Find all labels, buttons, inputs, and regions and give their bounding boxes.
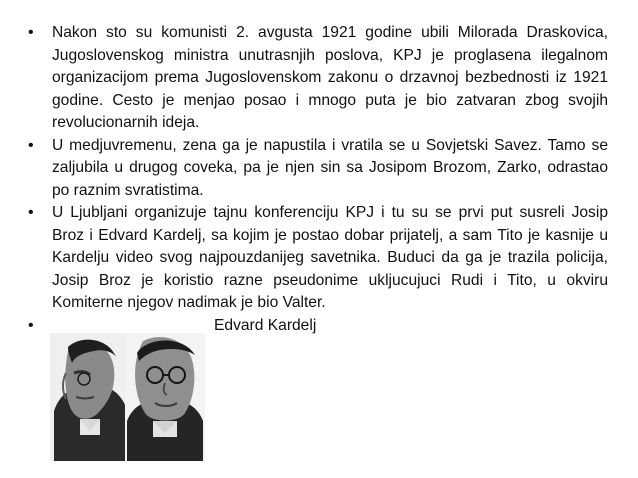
portrait-profile-image	[50, 333, 130, 461]
photo-caption: Edvard Kardelj	[214, 317, 317, 334]
portrait-photo-profile	[50, 333, 130, 461]
bullet-list	[28, 22, 608, 315]
bullet-item: • Nakon sto su komunisti 2. avgusta 1921 godine ubili Milorada Draskovica, Jugoslovenskog ministra unutrasnjih poslova, KPJ je proglasena ilegalnom organizacijom prema Jugoslovenskom zakonu o drzavnoj bezbednosti iz 1921 godine. Cesto je menjao posao i mnogo puta je bio zatvaran zbog svojih revolucionarnih ideja.	[28, 22, 608, 135]
bullet-item: • U medjuvremenu, zena ga je napustila i vratila se u Sovjetski Savez. Tamo se zaljubila u drugog coveka, pa je njen sin sa Josipom Brozom, Zarko, odrastao po raznim svratistima.	[28, 135, 608, 203]
portrait-front-image	[125, 333, 205, 461]
portrait-photo-front	[125, 333, 205, 461]
bullet-item: • U Ljubljani organizuje tajnu konferenciju KPJ i tu su se prvi put susreli Josip Broz i Edvard Kardelj, sa kojim je postao dobar prijatelj, a sam Tito je kasnije u Kardelju video svog najpouzdanijeg savetnika. Buduci da ga je trazila policija, Josip Broz je koristio razne pseudonime ukljucujuci Rudi i Tito, u okviru Komiterne njegov nadimak je bio Valter.	[28, 202, 608, 315]
bullet-marker: •	[28, 317, 34, 334]
